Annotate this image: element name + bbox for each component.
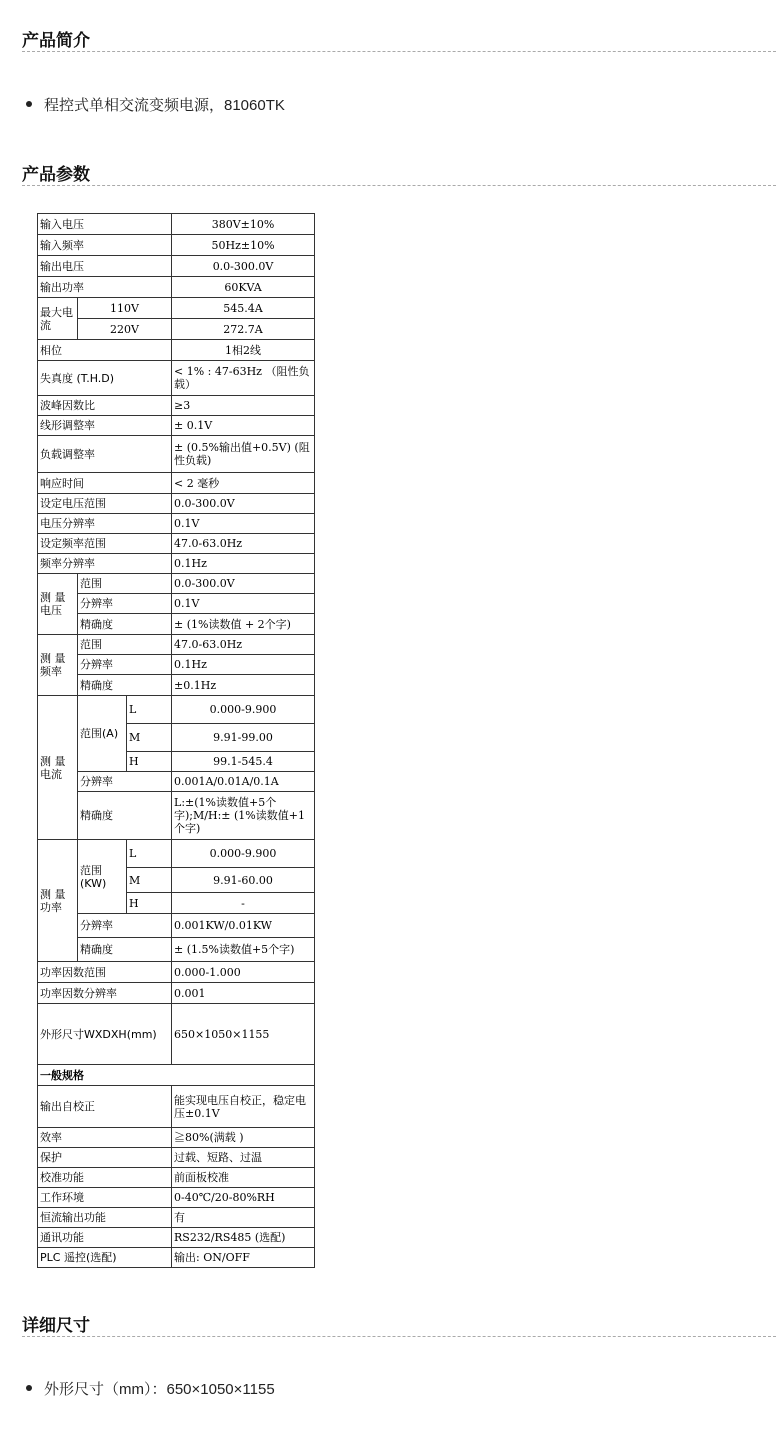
table-cell: 测 量电压 (38, 574, 78, 635)
table-cell: ± (1%读数值 + 2个字) (172, 614, 315, 635)
table-row (38, 792, 315, 840)
table-cell: 0.1V (172, 594, 315, 614)
table-row (38, 772, 315, 792)
table-cell: 0.0-300.0V (172, 494, 315, 514)
section-divider (22, 51, 776, 52)
table-cell: 工作环境 (38, 1188, 172, 1208)
table-cell: 9.91-99.00 (172, 724, 315, 752)
table-cell: 0.001KW/0.01KW (172, 914, 315, 938)
table-cell: 外形尺寸WXDXH(mm) (38, 1004, 172, 1065)
table-cell: 相位 (38, 340, 172, 361)
table-cell: 失真度 (T.H.D) (38, 361, 172, 396)
table-cell: 47.0-63.0Hz (172, 635, 315, 655)
table-row (38, 1086, 315, 1128)
table-row (38, 983, 315, 1004)
bullet-dot-icon (26, 1385, 32, 1391)
intro-bullet (26, 94, 285, 115)
table-cell: 效率 (38, 1128, 172, 1148)
table-cell: 波峰因数比 (38, 396, 172, 416)
table-row (38, 396, 315, 416)
table-cell: ≥3 (172, 396, 315, 416)
table-cell: 1相2线 (172, 340, 315, 361)
table-row (38, 214, 315, 235)
table-row (38, 514, 315, 534)
table-row (38, 494, 315, 514)
table-cell: 过载、短路、过温 (172, 1148, 315, 1168)
table-cell: 线形调整率 (38, 416, 172, 436)
table-cell: 99.1-545.4 (172, 752, 315, 772)
table-cell: PLC 遥控(选配) (38, 1248, 172, 1268)
table-cell: H (127, 893, 172, 914)
table-cell: 输出功率 (38, 277, 172, 298)
table-cell: 精确度 (78, 675, 172, 696)
table-cell: 0.1V (172, 514, 315, 534)
table-row (38, 1228, 315, 1248)
table-cell: 47.0-63.0Hz (172, 534, 315, 554)
table-cell: 精确度 (78, 938, 172, 962)
table-cell: 输入频率 (38, 235, 172, 256)
table-cell: M (127, 724, 172, 752)
spec-table (37, 213, 315, 1268)
table-cell: 一般规格 (38, 1065, 315, 1086)
table-cell: 负载调整率 (38, 436, 172, 473)
table-row (38, 416, 315, 436)
table-cell: 0.000-1.000 (172, 962, 315, 983)
table-cell: 响应时间 (38, 473, 172, 494)
table-row (38, 436, 315, 473)
table-cell: ±0.1Hz (172, 675, 315, 696)
table-row (38, 319, 315, 340)
table-row (38, 1148, 315, 1168)
table-cell: 能实现电压自校正，稳定电压±0.1V (172, 1086, 315, 1128)
table-cell: 0.001A/0.01A/0.1A (172, 772, 315, 792)
table-cell: < 2 毫秒 (172, 473, 315, 494)
table-cell: 功率因数分辨率 (38, 983, 172, 1004)
table-row (38, 594, 315, 614)
table-cell: 通讯功能 (38, 1228, 172, 1248)
table-cell: 272.7A (172, 319, 315, 340)
table-cell: 0.0-300.0V (172, 574, 315, 594)
table-row (38, 1208, 315, 1228)
table-cell: 0.0-300.0V (172, 256, 315, 277)
table-row (38, 696, 315, 724)
size-bullet (26, 1378, 275, 1399)
section-title-intro: 产品简介 (22, 31, 90, 50)
table-cell: M (127, 868, 172, 893)
table-cell: L:±(1%读数值+5个字);M/H:± (1%读数值+1个字) (172, 792, 315, 840)
table-cell: 分辨率 (78, 914, 172, 938)
table-cell: 测 量频率 (38, 635, 78, 696)
table-row (38, 635, 315, 655)
table-cell: 分辨率 (78, 594, 172, 614)
table-cell: 0.001 (172, 983, 315, 1004)
table-row (38, 675, 315, 696)
table-cell: 380V±10% (172, 214, 315, 235)
table-row (38, 256, 315, 277)
table-cell: 范围 (KW) (78, 840, 127, 914)
table-cell: 0.1Hz (172, 554, 315, 574)
table-cell: 范围(A) (78, 696, 127, 772)
table-cell: 频率分辨率 (38, 554, 172, 574)
table-cell: 分辨率 (78, 772, 172, 792)
table-cell: 9.91-60.00 (172, 868, 315, 893)
table-cell: 输入电压 (38, 214, 172, 235)
table-row (38, 1065, 315, 1086)
table-cell: L (127, 696, 172, 724)
table-cell: 0-40℃/20-80%RH (172, 1188, 315, 1208)
section-title-params: 产品参数 (22, 165, 90, 184)
table-cell: 测 量电流 (38, 696, 78, 840)
intro-text: 程控式单相交流变频电源，81060TK (44, 97, 285, 114)
table-cell: ≧80%(满载 ) (172, 1128, 315, 1148)
table-cell: 范围 (78, 635, 172, 655)
section-divider (22, 185, 776, 186)
table-row (38, 574, 315, 594)
table-cell: 设定频率范围 (38, 534, 172, 554)
table-cell: 输出自校正 (38, 1086, 172, 1128)
section-divider (22, 1336, 776, 1337)
table-cell: 测 量功率 (38, 840, 78, 962)
table-cell: 110V (78, 298, 172, 319)
table-cell: 0.1Hz (172, 655, 315, 675)
table-row (38, 914, 315, 938)
table-cell: 电压分辨率 (38, 514, 172, 534)
section-title-size: 详细尺寸 (22, 1316, 90, 1335)
table-row (38, 962, 315, 983)
table-row (38, 614, 315, 635)
table-row (38, 1248, 315, 1268)
table-cell: 范围 (78, 574, 172, 594)
table-row (38, 235, 315, 256)
table-cell: 0.000-9.900 (172, 696, 315, 724)
table-row (38, 473, 315, 494)
table-row (38, 1168, 315, 1188)
table-cell: - (172, 893, 315, 914)
table-cell: 50Hz±10% (172, 235, 315, 256)
table-cell: 校准功能 (38, 1168, 172, 1188)
table-cell: 输出: ON/OFF (172, 1248, 315, 1268)
table-row (38, 277, 315, 298)
table-row (38, 840, 315, 868)
table-cell: 输出电压 (38, 256, 172, 277)
table-cell: L (127, 840, 172, 868)
table-row (38, 340, 315, 361)
table-row (38, 1128, 315, 1148)
bullet-dot-icon (26, 101, 32, 107)
table-cell: ± (1.5%读数值+5个字) (172, 938, 315, 962)
table-row (38, 361, 315, 396)
table-cell: 精确度 (78, 792, 172, 840)
table-cell: 0.000-9.900 (172, 840, 315, 868)
table-cell: 650×1050×1155 (172, 1004, 315, 1065)
table-cell: RS232/RS485 (选配) (172, 1228, 315, 1248)
table-cell: 设定电压范围 (38, 494, 172, 514)
size-text: 外形尺寸（mm）：650×1050×1155 (44, 1381, 275, 1398)
table-cell: 有 (172, 1208, 315, 1228)
table-row (38, 298, 315, 319)
table-cell: H (127, 752, 172, 772)
table-cell: 功率因数范围 (38, 962, 172, 983)
table-cell: 精确度 (78, 614, 172, 635)
table-cell: 保护 (38, 1148, 172, 1168)
table-cell: 60KVA (172, 277, 315, 298)
table-row (38, 1004, 315, 1065)
table-row (38, 655, 315, 675)
table-cell: ± (0.5%输出值+0.5V) (阻性负载) (172, 436, 315, 473)
table-row (38, 1188, 315, 1208)
table-cell: ± 0.1V (172, 416, 315, 436)
table-row (38, 938, 315, 962)
table-cell: 前面板校准 (172, 1168, 315, 1188)
table-cell: 220V (78, 319, 172, 340)
table-row (38, 534, 315, 554)
table-cell: 恒流输出功能 (38, 1208, 172, 1228)
table-cell: 分辨率 (78, 655, 172, 675)
table-row (38, 554, 315, 574)
table-cell: < 1% : 47-63Hz （阻性负载） (172, 361, 315, 396)
table-cell: 最大电流 (38, 298, 78, 340)
table-cell: 545.4A (172, 298, 315, 319)
